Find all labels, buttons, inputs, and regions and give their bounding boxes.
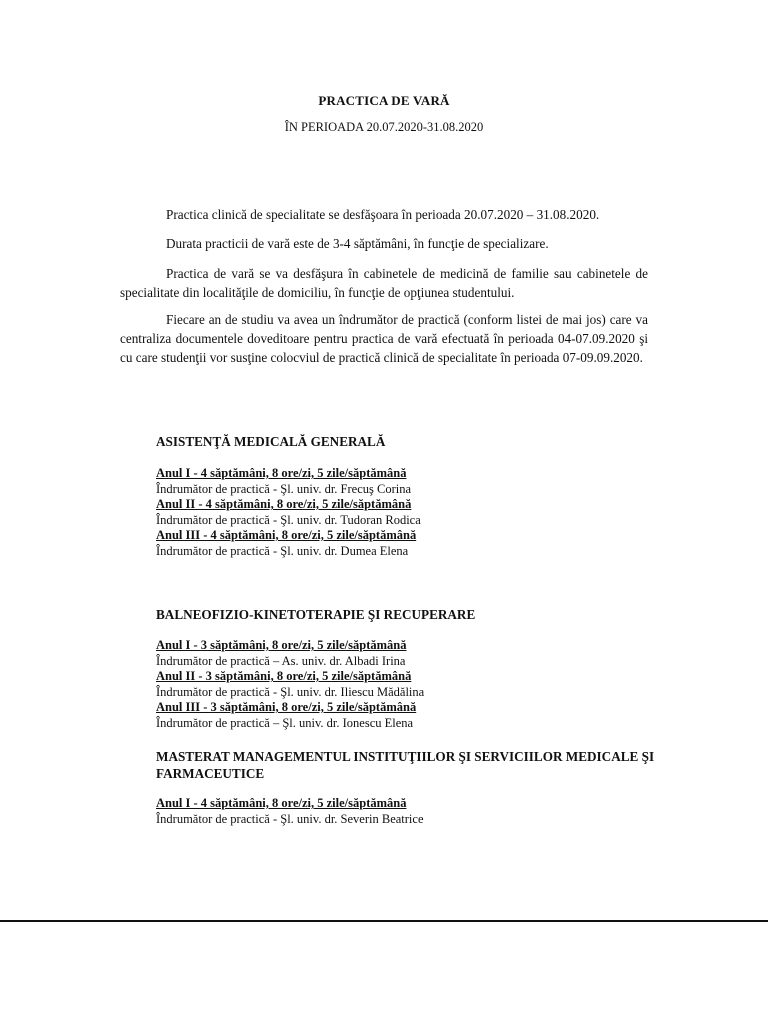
page-bottom-rule — [0, 920, 768, 922]
year-label: Anul III - 4 săptămâni, 8 ore/zi, 5 zile/săptămână — [156, 528, 417, 542]
section-heading-masterat: MASTERAT MANAGEMENTUL INSTITUŢIILOR ŞI SERVICIILOR MEDICALE ŞI FARMACEUTICE — [156, 749, 655, 781]
paragraph-location: Practica de vară se va desfăşura în cabinetele de medicină de familie sau cabinetele de specialitate din localităţile de domiciliu, în funcţie de opţiunea studentului. — [120, 266, 648, 300]
mentor-line: Îndrumător de practică - Şl. univ. dr. Frecuş Corina — [156, 481, 412, 496]
year-label: Anul I - 4 săptămâni, 8 ore/zi, 5 zile/săptămână — [156, 796, 407, 810]
year-label: Anul II - 3 săptămâni, 8 ore/zi, 5 zile/săptămână — [156, 669, 412, 683]
mentor-line: Îndrumător de practică - Şl. univ. dr. Dumea Elena — [156, 543, 409, 558]
year-label: Anul I - 3 săptămâni, 8 ore/zi, 5 zile/săptămână — [156, 638, 407, 652]
paragraph-duration: Durata practicii de vară este de 3-4 săptămâni, în funcţie de specializare. — [166, 236, 549, 251]
year-label: Anul II - 4 săptămâni, 8 ore/zi, 5 zile/săptămână — [156, 497, 412, 511]
mentor-line: Îndrumător de practică - Şl. univ. dr. Iliescu Mădălina — [156, 684, 425, 699]
document-title: PRACTICA DE VARĂ — [318, 93, 450, 108]
paragraph-mentor-info: Fiecare an de studiu va avea un îndrumător de practică (conform listei de mai jos) care va centraliza documentele doveditoare pentru practica de vară efectuată în perioada 04-07.09.2020 şi cu care studenţii vor susţine colocviul de practică clinică de specialitate în perioada 07-09.09.2020. — [120, 312, 648, 365]
section-block-masterat — [156, 796, 656, 827]
section-block-bfkt — [156, 638, 656, 731]
mentor-line: Îndrumător de practică - Şl. univ. dr. Severin Beatrice — [156, 811, 424, 826]
mentor-line: Îndrumător de practică – As. univ. dr. Albadi Irina — [156, 653, 406, 668]
section-heading-amg: ASISTENŢĂ MEDICALĂ GENERALĂ — [156, 434, 386, 449]
section-block-amg — [156, 466, 656, 559]
section-heading-bfkt: BALNEOFIZIO-KINETOTERAPIE ŞI RECUPERARE — [156, 607, 476, 622]
paragraph-period: Practica clinică de specialitate se desfăşoara în perioada 20.07.2020 – 31.08.2020. — [166, 207, 600, 222]
document-subtitle: ÎN PERIOADA 20.07.2020-31.08.2020 — [284, 120, 484, 134]
year-label: Anul III - 3 săptămâni, 8 ore/zi, 5 zile/săptămână — [156, 700, 417, 714]
mentor-line: Îndrumător de practică – Şl. univ. dr. Ionescu Elena — [156, 715, 414, 730]
year-label: Anul I - 4 săptămâni, 8 ore/zi, 5 zile/săptămână — [156, 466, 407, 480]
mentor-line: Îndrumător de practică - Şl. univ. dr. Tudoran Rodica — [156, 512, 421, 527]
